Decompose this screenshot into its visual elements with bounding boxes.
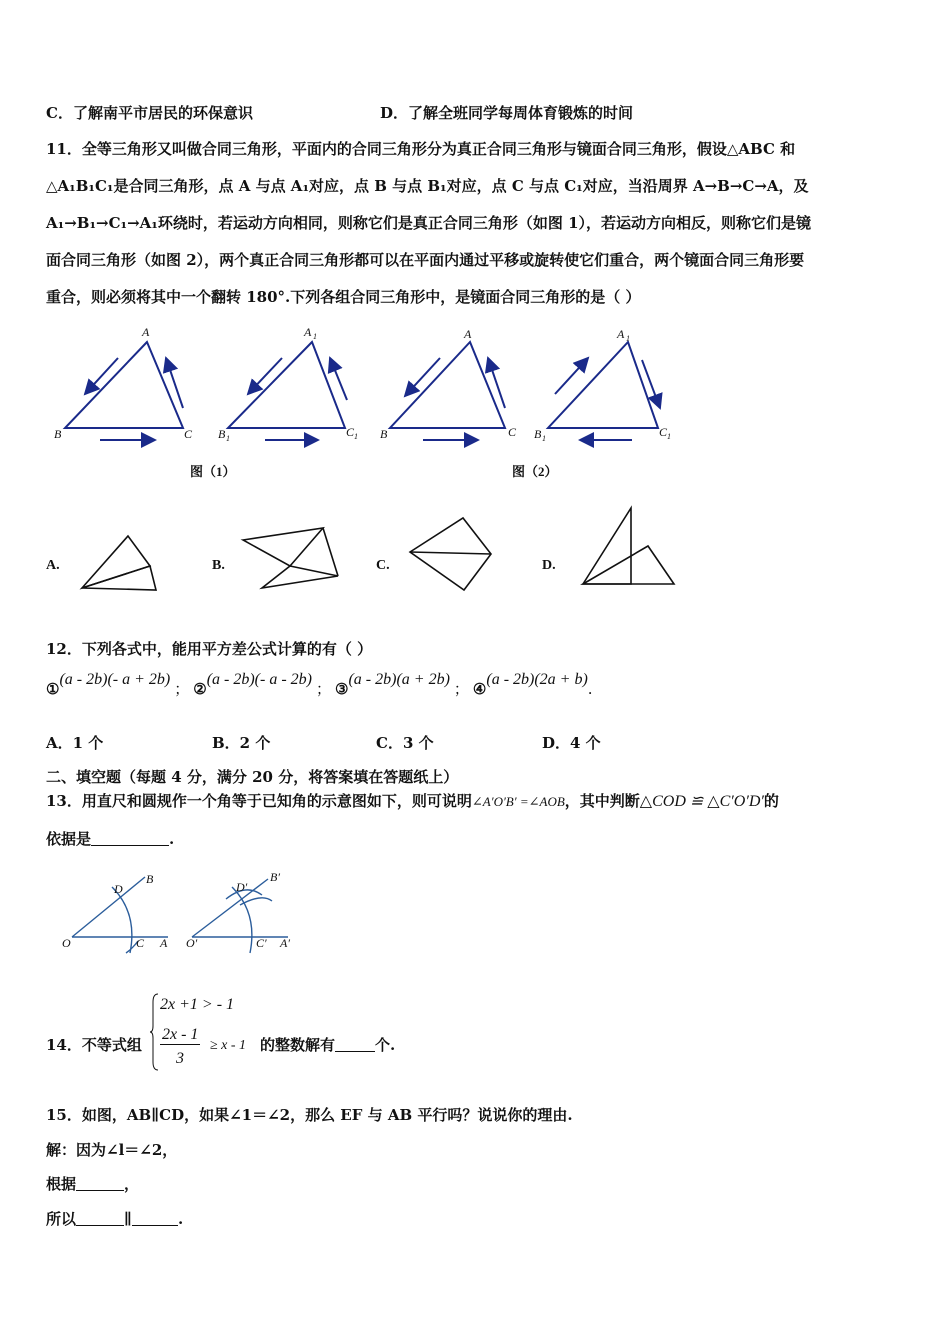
fraction-numerator: 2x - 1 — [162, 1026, 199, 1043]
inequality-system — [150, 992, 260, 1072]
fig1-caption: 图（1） — [190, 464, 236, 479]
q11-line-5: 重合，则必须将其中一个翻转 180°.下列各组合同三角形中，是镜面合同三角形的是（ ） — [46, 288, 641, 306]
label-b-fig2: B — [380, 427, 388, 441]
svg-text:A′: A′ — [280, 936, 290, 950]
q14-answer-blank[interactable] — [335, 1037, 375, 1052]
q12-stem: 12．下列各式中，能用平方差公式计算的有（ ） — [46, 640, 373, 658]
q14-pre: 14．不等式组 — [46, 1036, 142, 1054]
expr-4: (a - 2b)(2a + b) — [486, 671, 588, 688]
option-a-shape — [82, 536, 156, 590]
brace — [150, 992, 160, 1072]
q10-option-c: C．了解南平市居民的环保意识 — [46, 104, 253, 122]
q15-line-3: 所以 ∥ . — [46, 1210, 184, 1228]
label-a-fig2: A — [464, 327, 472, 341]
svg-text:C′: C′ — [256, 936, 267, 950]
svg-text:1: 1 — [626, 334, 630, 343]
label-c1-fig2: C — [659, 425, 668, 439]
q15-blank-2[interactable] — [132, 1211, 178, 1226]
option-d-shape — [583, 508, 674, 584]
svg-text:B′: B′ — [270, 870, 280, 884]
q15-stem: 15．如图，AB∥CD，如果∠1＝∠2，那么 EF 与 AB 平行吗？说说你的理由. — [46, 1106, 573, 1124]
fig1-triangle-abc — [54, 325, 193, 441]
svg-text:1: 1 — [354, 432, 358, 441]
q13-line-1: 13．用直尺和圆规作一个角等于已知角的示意图如下，则可说明∠A′O′B′ =∠AOB，其中判断△COD ≌ △C′O′D′的 — [46, 792, 779, 810]
expr-3: (a - 2b)(a + 2b) — [348, 671, 450, 688]
angle-expression: ∠A′O′B′ =∠AOB — [471, 794, 565, 809]
fig2-caption: 图（2） — [512, 464, 558, 479]
svg-text:A: A — [160, 936, 168, 950]
q11-line-4: 面合同三角形（如图 2），两个真正合同三角形都可以在平面内通过平移或旋转使它们重合，两个镜面合同三角形要 — [46, 251, 805, 269]
q11-option-a-label: A. — [46, 558, 60, 573]
fig1-triangle-a1b1c1 — [218, 325, 358, 443]
svg-text:1: 1 — [313, 332, 317, 341]
fig2-triangle-abc — [380, 327, 517, 441]
label-a1: A — [304, 325, 312, 339]
label-b1-fig2: B — [534, 427, 542, 441]
fraction-denominator: 3 — [176, 1050, 184, 1067]
q15-reason-blank[interactable] — [76, 1176, 124, 1191]
svg-text:1: 1 — [542, 434, 546, 443]
label-b: B — [54, 427, 62, 441]
q11-option-b-label: B. — [212, 558, 225, 573]
option-c-shape — [410, 518, 491, 590]
label-a1-fig2: A — [617, 327, 625, 341]
q10-option-d: D．了解全班同学每周体育锻炼的时间 — [380, 104, 634, 122]
svg-text:O: O — [62, 936, 71, 950]
q11-line-2: △A₁B₁C₁是合同三角形，点 A 与点 A₁对应，点 B 与点 B₁对应，点 C 与点 C₁对应，当沿周界 A→B→C→A，及 — [46, 177, 809, 195]
option-b-shape — [243, 528, 338, 588]
q13-line-2: 依据是 . — [46, 830, 175, 848]
q12-option-a: A．1 个 — [46, 734, 104, 752]
svg-text:1: 1 — [667, 432, 671, 441]
label-c: C — [184, 427, 193, 441]
label-a: A — [142, 325, 150, 339]
label-b1: B — [218, 427, 226, 441]
svg-text:O′: O′ — [186, 936, 198, 950]
q11-figures — [0, 320, 950, 600]
q12-option-c: C．3 个 — [376, 734, 434, 752]
q15-line-1: 解：因为∠l＝∠2， — [46, 1141, 178, 1159]
svg-text:B: B — [146, 872, 154, 886]
fig2-triangle-a1b1c1 — [534, 327, 671, 443]
q13-answer-blank[interactable] — [91, 831, 169, 846]
svg-text:1: 1 — [226, 434, 230, 443]
q15-blank-1[interactable] — [76, 1211, 124, 1226]
q12-option-d: D．4 个 — [542, 734, 601, 752]
inequality-2-rhs: ≥ x - 1 — [210, 1038, 247, 1053]
svg-text:C: C — [136, 936, 145, 950]
q14-post: 的整数解有 个. — [260, 1036, 396, 1054]
label-c-fig2: C — [508, 425, 517, 439]
expr-1: (a - 2b)(- a + 2b) — [59, 671, 171, 688]
expr-2: (a - 2b)(- a - 2b) — [206, 671, 312, 688]
congruence-expression: △COD ≌ △C′O′D′ — [639, 793, 764, 810]
q11-option-c-label: C. — [376, 558, 390, 573]
q12-expressions: ①(a - 2b)(- a + 2b)； ②(a - 2b)(- a - 2b)； ③(a - 2b)(a + 2b)； ④(a - 2b)(2a + b). — [46, 671, 593, 698]
q15-line-2: 根据 ， — [46, 1175, 140, 1193]
section-heading: 二、填空题（每题 4 分，满分 20 分，将答案填在答题纸上） — [46, 768, 459, 786]
q11-option-d-label: D. — [542, 558, 556, 573]
inequality-1: 2x +1 > - 1 — [160, 996, 235, 1013]
q13-figure — [50, 865, 310, 965]
q11-line-3: A₁→B₁→C₁→A₁环绕时，若运动方向相同，则称它们是真正合同三角形（如图 1），若运动方向相反，则称它们是镜 — [46, 214, 812, 232]
svg-text:D: D — [114, 882, 123, 896]
q12-option-b: B．2 个 — [212, 734, 271, 752]
svg-text:D′: D′ — [236, 880, 248, 894]
q11-line-1: 11．全等三角形又叫做合同三角形，平面内的合同三角形分为真正合同三角形与镜面合同三角形，假设△ABC 和 — [46, 140, 796, 158]
label-c1: C — [346, 425, 355, 439]
